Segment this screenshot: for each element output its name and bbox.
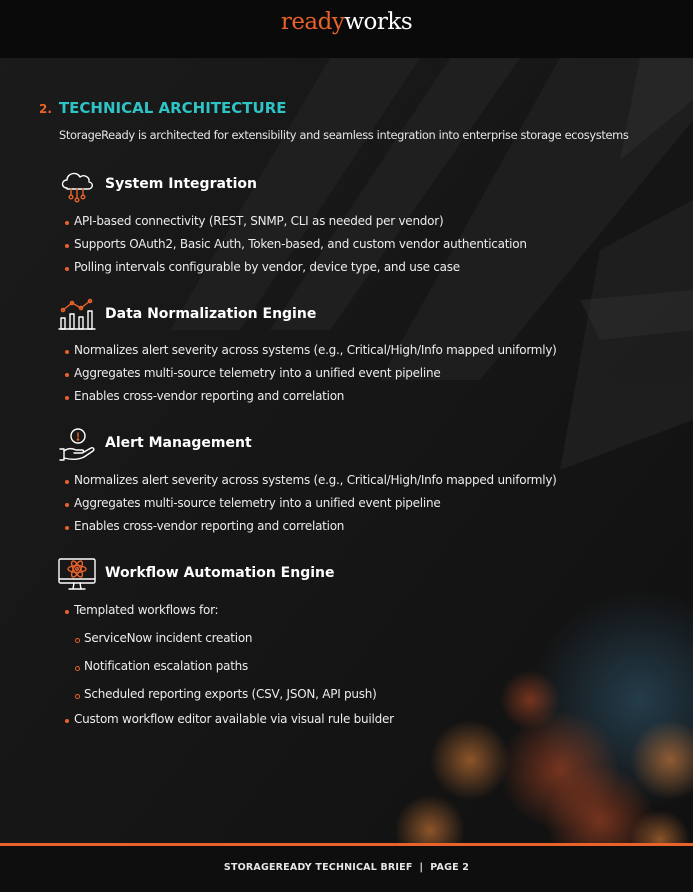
subsection-system-integration	[58, 168, 658, 204]
bullet-list-data-normalization	[64, 343, 557, 412]
subsection-title: Workflow Automation Engine	[105, 565, 335, 581]
list-item: API-based connectivity (REST, SNMP, CLI as needed per vendor)	[64, 214, 527, 237]
list-item: Normalizes alert severity across systems (e.g., Critical/High/Info mapped uniformly)	[64, 473, 557, 496]
section-intro: StorageReady is architected for extensibility and seamless integration into enterprise storage ecosystems	[59, 128, 629, 142]
cloud-network-icon	[58, 168, 96, 204]
list-item: Aggregates multi-source telemetry into a unified event pipeline	[64, 496, 557, 519]
list-item: Enables cross-vendor reporting and correlation	[64, 389, 557, 412]
bullet-list-alert-management	[64, 473, 557, 542]
list-item: Custom workflow editor available via visual rule builder	[64, 712, 394, 735]
list-item: Normalizes alert severity across systems (e.g., Critical/High/Info mapped uniformly)	[64, 343, 557, 366]
subsection-title: Alert Management	[105, 435, 252, 451]
section-heading	[39, 99, 287, 117]
monitor-atom-icon	[58, 557, 96, 593]
list-item: Templated workflows for:	[64, 603, 394, 631]
subsection-workflow-automation	[58, 557, 658, 593]
subsection-title: System Integration	[105, 176, 258, 192]
bullet-list-workflow-automation	[64, 603, 394, 735]
list-item: Aggregates multi-source telemetry into a unified event pipeline	[64, 366, 557, 389]
list-item: Supports OAuth2, Basic Auth, Token-based, and custom vendor authentication	[64, 237, 527, 260]
footer-text: STORAGEREADY TECHNICAL BRIEF | PAGE 2	[223, 862, 470, 873]
bar-chart-trend-icon	[58, 298, 96, 334]
section-number: 2.	[39, 102, 52, 116]
bullet-list-system-integration	[64, 214, 527, 283]
list-item: Polling intervals configurable by vendor, device type, and use case	[64, 260, 527, 283]
list-item: Scheduled reporting exports (CSV, JSON, API push)	[64, 687, 394, 712]
list-item: Enables cross-vendor reporting and correlation	[64, 519, 557, 542]
subsection-title: Data Normalization Engine	[105, 306, 317, 322]
subsection-data-normalization	[58, 298, 658, 334]
list-item: Notification escalation paths	[64, 659, 394, 687]
subsection-alert-management	[58, 427, 658, 463]
section-title: TECHNICAL ARCHITECTURE	[58, 99, 287, 117]
readyworks-logo: readyworks	[280, 9, 413, 35]
hand-alert-icon	[58, 427, 96, 463]
list-item: ServiceNow incident creation	[64, 631, 394, 659]
footer	[0, 846, 693, 892]
